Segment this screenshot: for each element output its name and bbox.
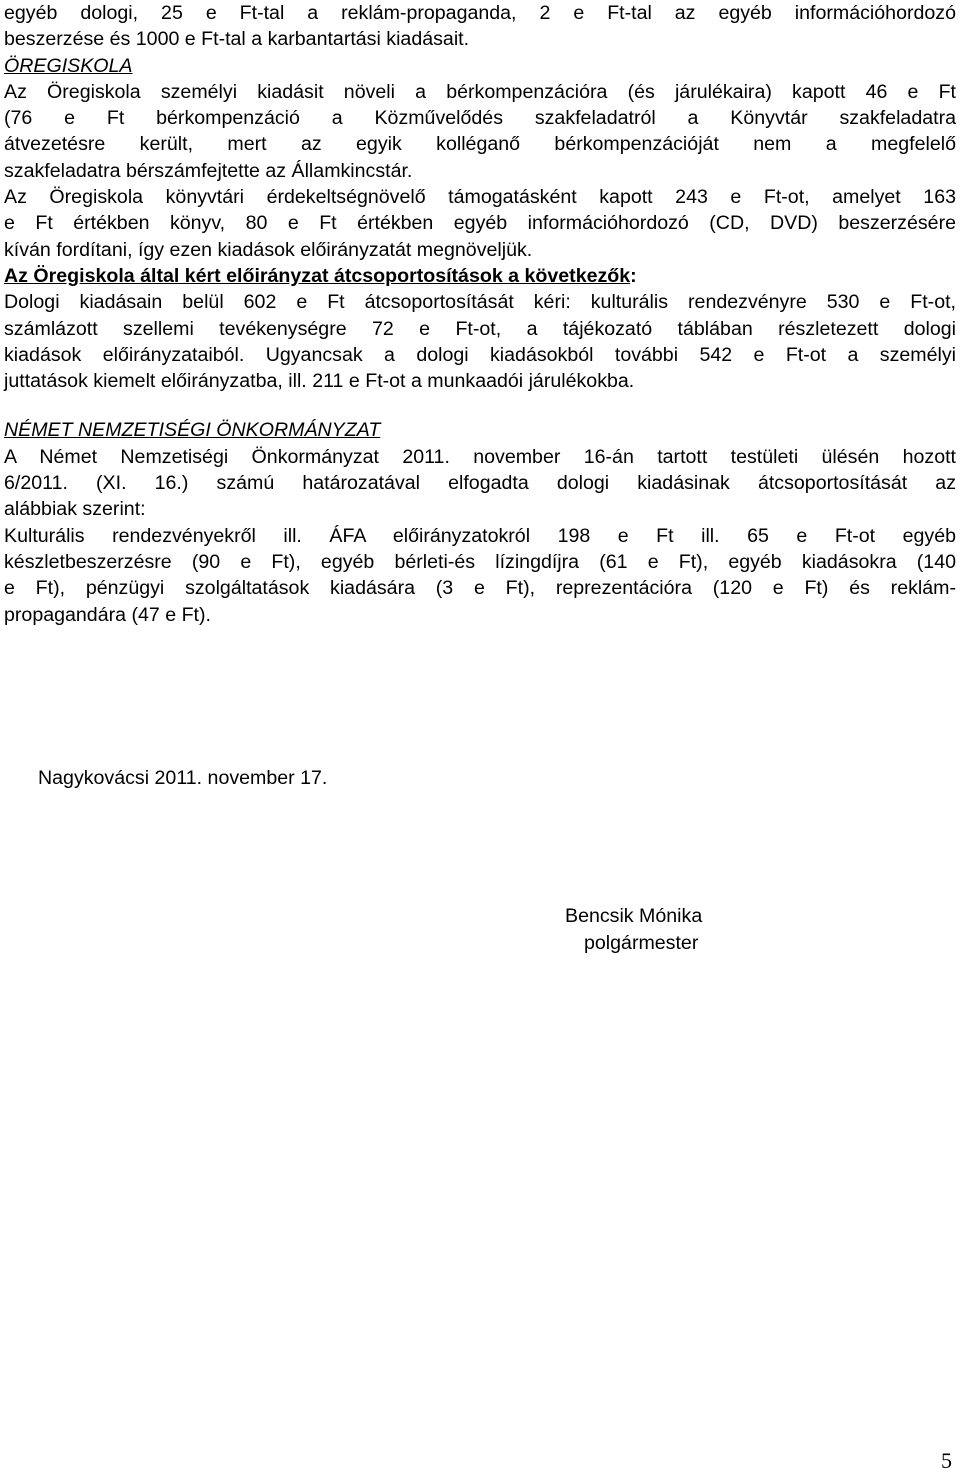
oregiskola-paragraph-2 bbox=[4, 184, 956, 263]
text-line: alábbiak szerint: bbox=[4, 498, 146, 521]
signer-name: Bencsik Mónika bbox=[565, 905, 703, 927]
text-line: Az Öregiskola könyvtári érdekeltségnövelő támogatásként kapott 243 e Ft-ot, amelyet 163 bbox=[4, 186, 956, 209]
text-line: beszerzése és 1000 e Ft-tal a karbantartási kiadásait. bbox=[4, 28, 470, 51]
text-line: készletbeszerzésre (90 e Ft), egyéb bérleti-és lízingdíjra (61 e Ft), egyéb kiadásokra (140 bbox=[4, 550, 956, 573]
text-line: átvezetésre került, mert az egyik kolléganő bérkompenzációját nem a megfelelő bbox=[4, 133, 956, 156]
nemet-paragraph-2 bbox=[4, 523, 956, 628]
text-line: 6/2011. (XI. 16.) számú határozatával elfogadta dologi kiadásinak átcsoportosítását az bbox=[4, 472, 956, 495]
text-line: számlázott szellemi tevékenységre 72 e Ft-ot, a tájékozató táblában részletezett dologi bbox=[4, 317, 956, 340]
text-line: propagandára (47 e Ft). bbox=[4, 603, 211, 626]
section-heading-nemet: NÉMET NEMZETISÉGI ÖNKORMÁNYZAT bbox=[4, 419, 381, 442]
text-line: Kulturális rendezvényekről ill. ÁFA előirányzatokról 198 e Ft ill. 65 e Ft-ot egyéb bbox=[4, 524, 956, 547]
text-line: (76 e Ft bérkompenzáció a Közművelődés szakfeladatról a Könyvtár szakfeladatra bbox=[4, 107, 956, 130]
text-line: A Német Nemzetiségi Önkormányzat 2011. november 16-án tartott testületi ülésén hozott bbox=[4, 445, 956, 468]
text-line: szakfeladatra bérszámfejtette az Államkincstár. bbox=[4, 159, 413, 182]
text-line: kiadások előirányzataiból. Ugyancsak a dologi kiadásokból további 542 e Ft-ot a személyi bbox=[4, 343, 956, 366]
request-heading: Az Öregiskola által kért előirányzat átcsoportosítások a következők: bbox=[4, 264, 637, 287]
oregiskola-paragraph-1 bbox=[4, 79, 956, 184]
page-number: 5 bbox=[941, 1448, 952, 1473]
text-line: juttatások kiemelt előirányzatba, ill. 211 e Ft-ot a munkaadói járulékokba. bbox=[4, 370, 635, 393]
intro-paragraph bbox=[4, 0, 956, 53]
section-heading-oregiskola: ÖREGISKOLA bbox=[4, 54, 133, 77]
text-line: Az Öregiskola személyi kiadásit növeli a bérkompenzációra (és járulékaira) kapott 46 e Ft bbox=[4, 80, 956, 103]
text-line: e Ft), pénzügyi szolgáltatások kiadására (3 e Ft), reprezentációra (120 e Ft) és reklám- bbox=[4, 577, 956, 600]
text-line: kíván fordítani, így ezen kiadások előirányzatát megnöveljük. bbox=[4, 238, 533, 261]
text-line: egyéb dologi, 25 e Ft-tal a reklám-propaganda, 2 e Ft-tal az egyéb információhordozó bbox=[4, 2, 956, 24]
text-line: Dologi kiadásain belül 602 e Ft átcsoportosítását kéri: kulturális rendezvényre 530 e Ft-ot, bbox=[4, 291, 956, 314]
oregiskola-paragraph-3 bbox=[4, 289, 956, 394]
document-body bbox=[4, 0, 956, 628]
spacer bbox=[4, 394, 956, 417]
nemet-paragraph-1 bbox=[4, 444, 956, 523]
signer-title: polgármester bbox=[584, 932, 699, 954]
text-line: e Ft értékben könyv, 80 e Ft értékben egyéb információhordozó (CD, DVD) beszerzésére bbox=[4, 212, 956, 235]
date-place: Nagykovácsi 2011. november 17. bbox=[38, 767, 328, 789]
